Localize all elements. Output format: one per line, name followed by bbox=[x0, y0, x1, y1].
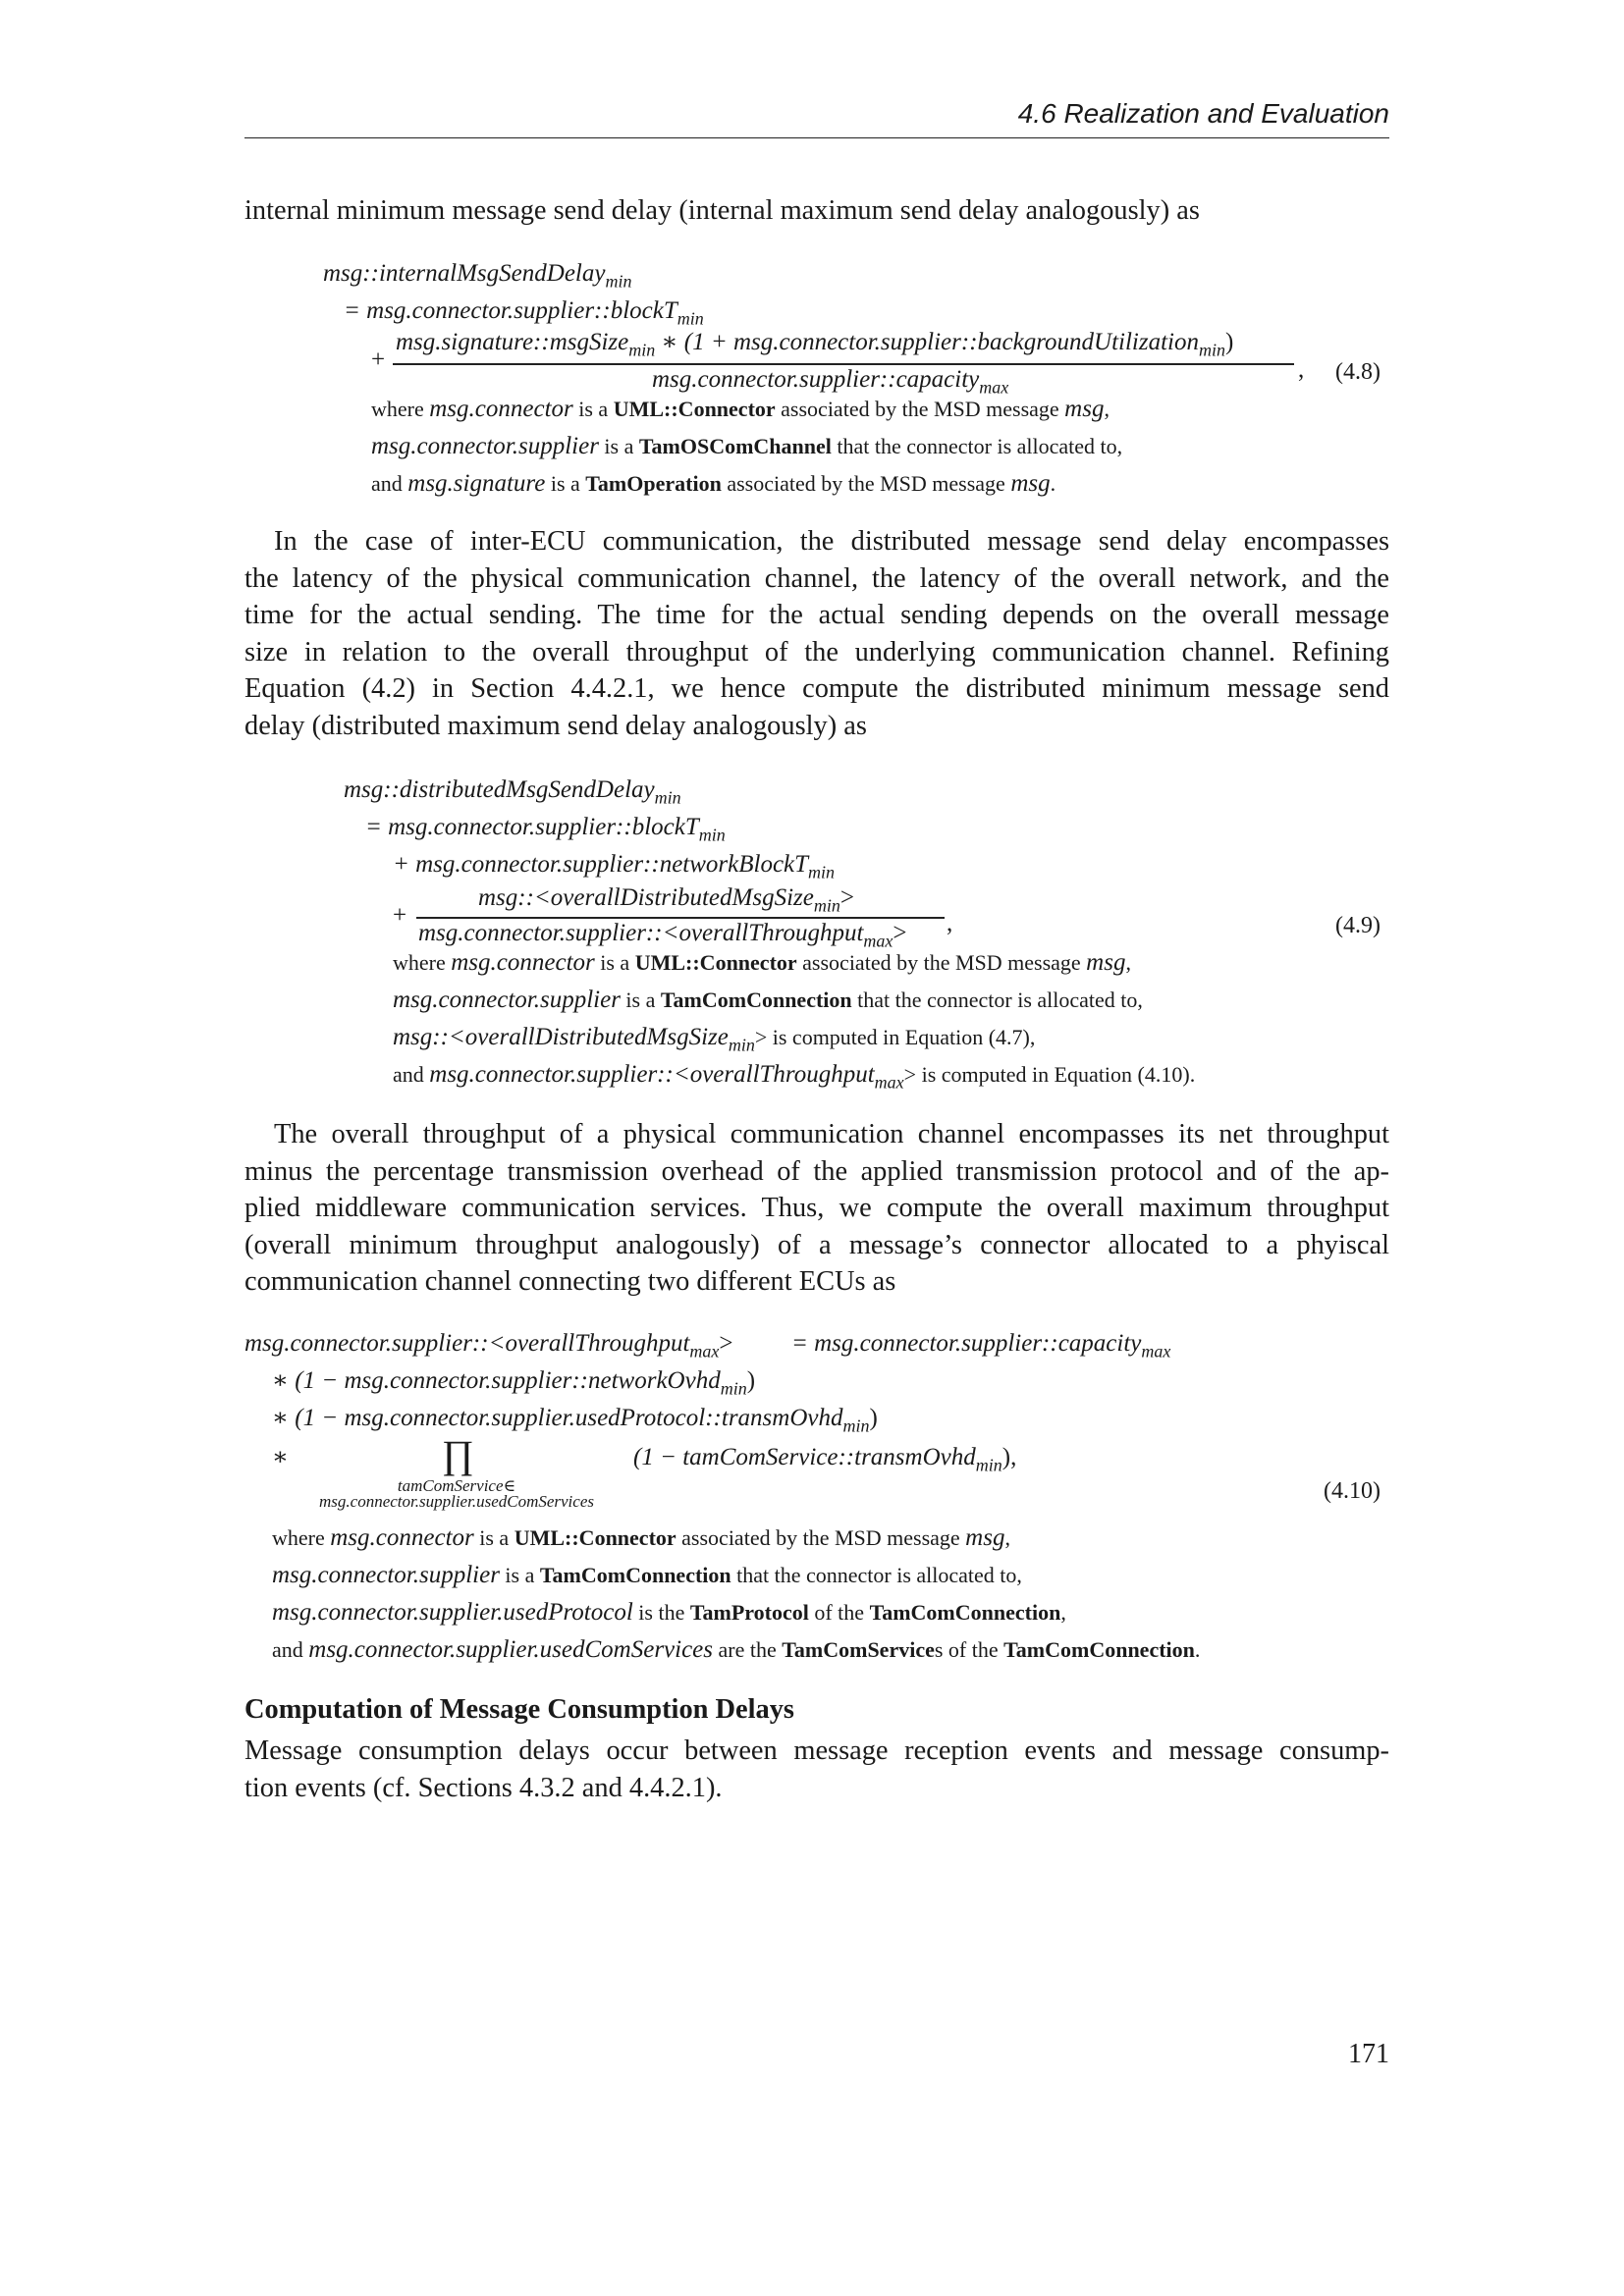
eq49-line1: = msg.connector.supplier::blockT$_{min}$ bbox=[365, 814, 726, 845]
eq49-where-4: and msg.connector.supplier::<overallThroughput$_{max}$> is computed in Equation (4.10). bbox=[393, 1061, 1196, 1093]
eq410-where-1: where msg.connector is a UML::Connector associated by the MSD message msg, bbox=[272, 1524, 1010, 1551]
eq48-line1: = msg.connector.supplier::blockT$_{min}$ bbox=[344, 297, 704, 329]
eq410-line3-term: (1 − tamComService::transmOvhd$_{min}$), bbox=[633, 1444, 1017, 1475]
eq410-line1: ∗ (1 − msg.connector.supplier::networkOvhd$_{min}$) bbox=[272, 1367, 756, 1399]
eq48-numerator: msg.signature::msgSize$_{min}$ ∗ (1 + msg.connector.supplier::backgroundUtilization$_{min}$) bbox=[396, 329, 1234, 360]
eq410-where-4: and msg.connector.supplier.usedComServices are the TamComServices of the TamComConnection. bbox=[272, 1636, 1201, 1663]
text-line: internal minimum message send delay (internal maximum send delay analogously) as bbox=[244, 195, 1200, 226]
running-header bbox=[244, 98, 1389, 138]
intro-paragraph bbox=[244, 192, 1389, 230]
text-line: size in relation to the overall throughput of the underlying communication channel. Refining bbox=[244, 636, 1389, 667]
text-line: minus the percentage transmission overhead of the applied transmission protocol and of the ap- bbox=[244, 1155, 1389, 1187]
product-index-1: tamComService∈ bbox=[397, 1476, 516, 1495]
text-line: (overall minimum throughput analogously) of a message’s connector allocated to a phyiscal bbox=[244, 1229, 1389, 1260]
product-symbol: ∏ bbox=[442, 1432, 474, 1476]
text-line: time for the actual sending. The time for the actual sending depends on the overall message bbox=[244, 600, 1389, 631]
eq48-number: (4.8) bbox=[1335, 359, 1380, 385]
text-line: The overall throughput of a physical communication channel encompasses its net throughput bbox=[274, 1119, 1389, 1149]
body-paragraph-2 bbox=[244, 1116, 1389, 1301]
eq410-number: (4.10) bbox=[1324, 1478, 1380, 1504]
eq410-lhs: msg.connector.supplier::<overallThroughput$_{max}$> bbox=[244, 1330, 733, 1362]
text-line: Equation (4.2) in Section 4.4.2.1, we hence compute the distributed minimum message send bbox=[244, 673, 1389, 705]
section-paragraph bbox=[244, 1733, 1389, 1806]
eq49-denominator: msg.connector.supplier::<overallThroughput$_{max}$> bbox=[418, 920, 907, 951]
eq410-line2: ∗ (1 − msg.connector.supplier.usedProtocol::transmOvhd$_{min}$) bbox=[272, 1405, 878, 1436]
text-line: delay (distributed maximum send delay analogously) as bbox=[244, 710, 867, 741]
text-line: communication channel connecting two different ECUs as bbox=[244, 1266, 896, 1298]
header-title: 4.6 Realization and Evaluation bbox=[1017, 98, 1389, 129]
eq49-comma: , bbox=[947, 910, 953, 936]
eq48-where-1: where msg.connector is a UML::Connector associated by the MSD message msg, bbox=[371, 396, 1110, 422]
eq48-plus: + bbox=[371, 347, 386, 373]
eq48-where-3: and msg.signature is a TamOperation associated by the MSD message msg. bbox=[371, 470, 1056, 497]
page-number: 171 bbox=[1348, 2039, 1389, 2069]
eq49-where-1: where msg.connector is a UML::Connector associated by the MSD message msg, bbox=[393, 949, 1131, 976]
eq48-where-2: msg.connector.supplier is a TamOSComChannel that the connector is allocated to, bbox=[371, 433, 1123, 459]
eq410-where-3: msg.connector.supplier.usedProtocol is the TamProtocol of the TamComConnection, bbox=[272, 1599, 1066, 1626]
text-line: In the case of inter-ECU communication, the distributed message send delay encompasses bbox=[274, 526, 1389, 557]
eq48-lhs: msg::internalMsgSendDelay$_{min}$ bbox=[323, 260, 632, 292]
text-line: Message consumption delays occur between message reception events and message consump- bbox=[244, 1735, 1389, 1766]
eq49-where-3: msg::<overallDistributedMsgSize$_{min}$> is computed in Equation (4.7), bbox=[393, 1024, 1036, 1055]
eq410-line3-star: ∗ bbox=[272, 1444, 289, 1470]
eq49-line2: + msg.connector.supplier::networkBlockT$_{min}$ bbox=[393, 851, 836, 882]
eq410-where-2: msg.connector.supplier is a TamComConnection that the connector is allocated to, bbox=[272, 1562, 1022, 1588]
eq48-denominator: msg.connector.supplier::capacity$_{max}$ bbox=[652, 366, 1009, 398]
section-heading: Computation of Message Consumption Delays bbox=[244, 1694, 794, 1725]
eq49-where-2: msg.connector.supplier is a TamComConnection that the connector is allocated to, bbox=[393, 987, 1143, 1013]
text-line: tion events (cf. Sections 4.3.2 and 4.4.2.1). bbox=[244, 1772, 723, 1803]
eq410-rhs: = msg.connector.supplier::capacity$_{max}$ bbox=[791, 1330, 1171, 1362]
eq49-plus: + bbox=[393, 902, 407, 929]
eq49-numerator: msg::<overallDistributedMsgSize$_{min}$> bbox=[478, 884, 854, 916]
text-line: plied middleware communication services. Thus, we compute the overall maximum throughput bbox=[244, 1193, 1389, 1224]
eq49-number: (4.9) bbox=[1335, 913, 1380, 938]
text-line: the latency of the physical communication channel, the latency of the overall network, and the bbox=[244, 562, 1389, 594]
eq48-comma: , bbox=[1298, 356, 1305, 383]
body-paragraph-1 bbox=[244, 523, 1389, 745]
eq49-lhs: msg::distributedMsgSendDelay$_{min}$ bbox=[344, 776, 681, 808]
product-index-2: msg.connector.supplier.usedComServices bbox=[319, 1492, 594, 1511]
